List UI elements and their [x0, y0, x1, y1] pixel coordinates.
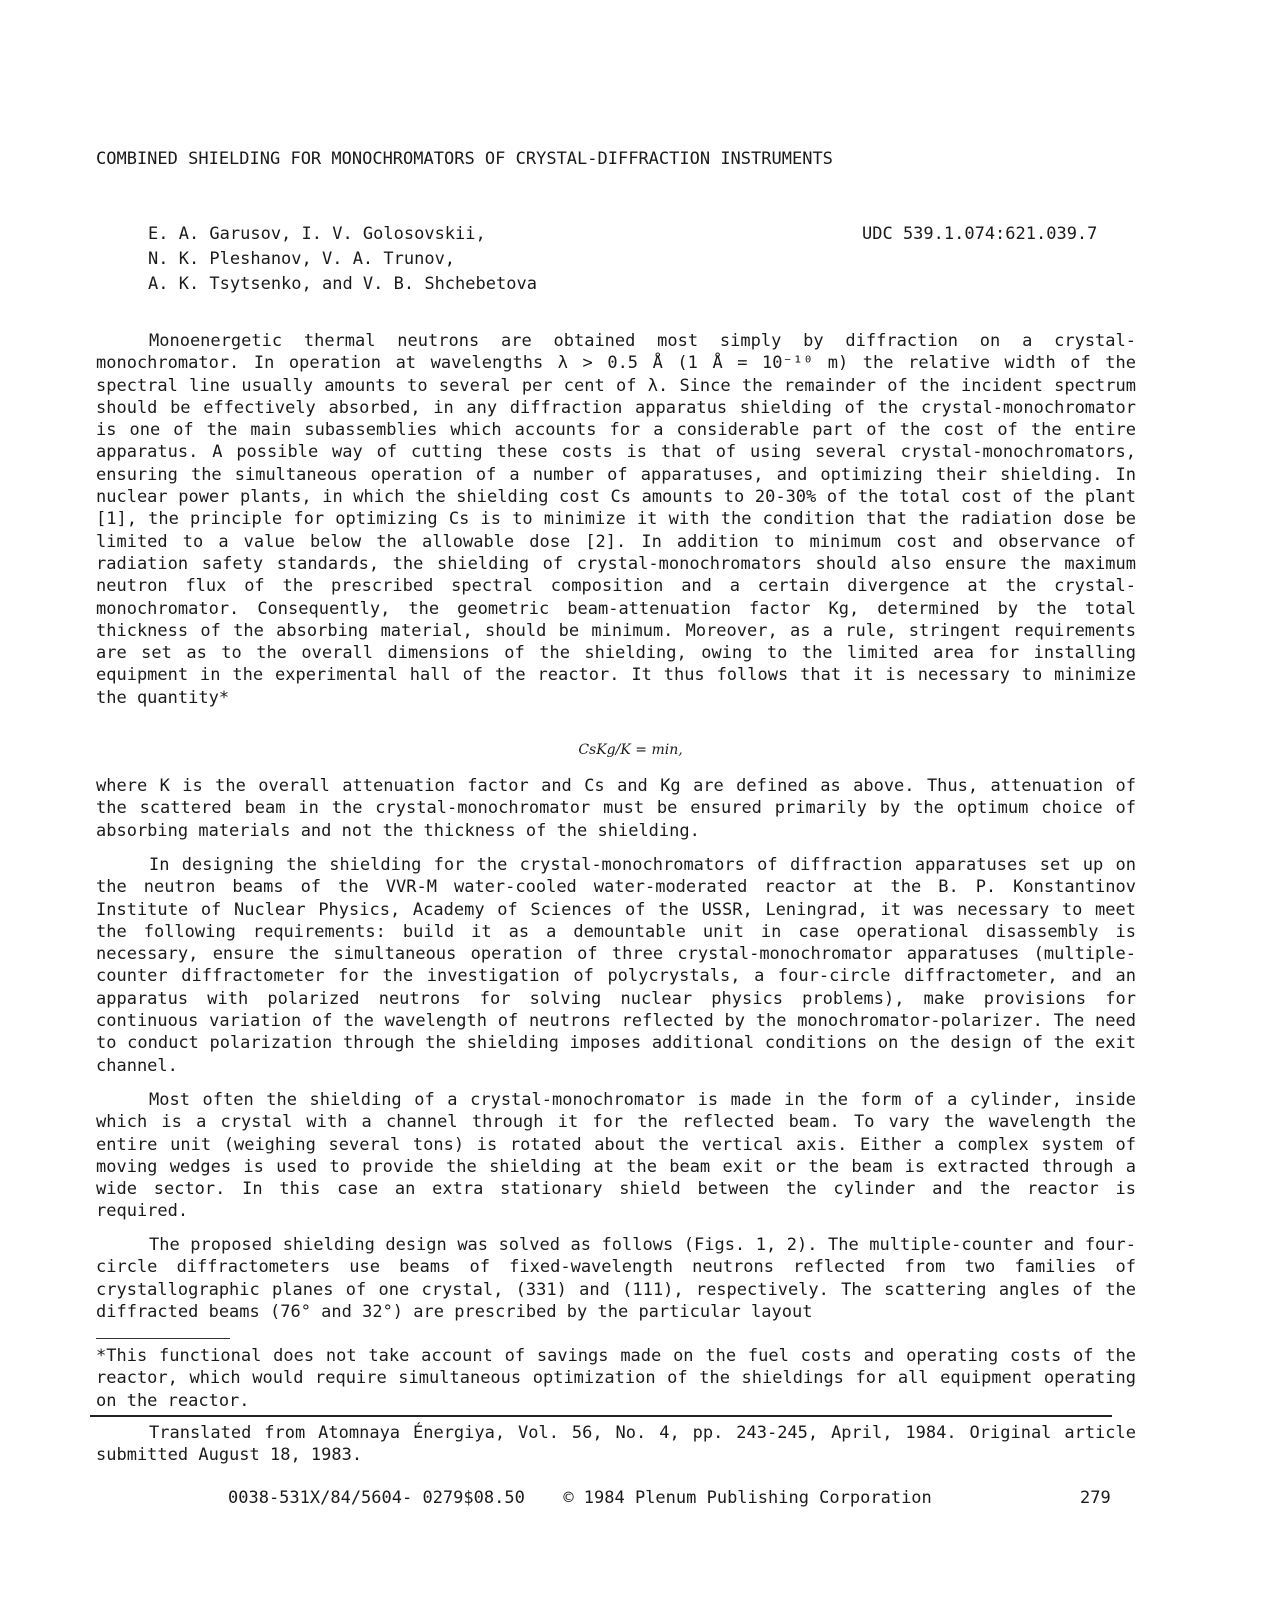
udc-code: UDC 539.1.074:621.039.7 — [862, 224, 1098, 244]
paragraph-text: In designing the shielding for the crystal-monochromators of diffraction apparatuses set up on the neutron beams of the VVR-M water-cooled water-moderated reactor at the B. P. Konstantinov Institute of Nuclear Physics, Academy of Sciences of the USSR, Leningrad, it was necessary to meet the following requirements: build it as a demountable unit in case operational disassembly is necessary, ensure the simultaneous operation of three crystal-monochromator apparatuses (multiple-counter diffractometer for the investigation of polycrystals, a four-circle diffractometer, and an apparatus with polarized neutrons for solving nuclear physics problems), make provisions for continuous variation of the wavelength of neutrons reflected by the monochromator-polarizer. The need to conduct polarization through the shielding imposes additional conditions on the design of the exit channel. — [96, 855, 1136, 1076]
translation-note-text: Translated from Atomnaya Énergiya, Vol. 56, No. 4, pp. 243-245, April, 1984. Original article submitted August 18, 1983. — [96, 1423, 1136, 1466]
formula: CsKg/K = min, — [578, 742, 683, 758]
paragraph-text: Most often the shielding of a crystal-monochromator is made in the form of a cylinder, inside which is a crystal with a channel through it for the reflected beam. To vary the wavelength the entire unit (weighing several tons) is rotated about the vertical axis. Either a complex system of moving wedges is used to provide the shielding at the beam exit or the beam is extracted through a wide sector. In this case an extra stationary shield between the cylinder and the reactor is required. — [96, 1090, 1136, 1222]
paragraph-text: Monoenergetic thermal neutrons are obtained most simply by diffraction on a crystal-monochromator. In operation at wavelengths λ > 0.5 Å (1 Å = 10⁻¹⁰ m) the relative width of the spectral line usually amounts to several per cent of λ. Since the remainder of the incident spectrum should be effectively absorbed, in any diffraction apparatus shielding of the crystal-monochromator is one of the main subassemblies which accounts for a considerable part of the cost of the entire apparatus. A possible way of cutting these costs is that of using several crystal-monochromators, ensuring the simultaneous operation of a number of apparatuses, and optimizing their shielding. In nuclear power plants, in which the shielding cost Cs amounts to 20-30% of the total cost of the plant [1], the principle for optimizing Cs is to minimize it with the condition that the radiation dose be limited to a value below the allowable dose [2]. In addition to minimum cost and observance of radiation safety standards, the shielding of crystal-monochromators should also ensure the maximum neutron flux of the prescribed spectral composition and a certain divergence at the crystal-monochromator. Consequently, the geometric beam-attenuation factor Kg, determined by the total thickness of the absorbing material, should be minimum. Moreover, as a rule, stringent requirements are set as to the overall dimensions of the shielding, owing to the limited area for installing equipment in the experimental hall of the reactor. It thus follows that it is necessary to minimize the quantity* — [96, 331, 1136, 708]
translation-note — [96, 1422, 1136, 1467]
copyright: © 1984 Plenum Publishing Corporation — [563, 1488, 932, 1508]
author-list — [148, 222, 537, 297]
paragraph-1 — [96, 330, 1136, 709]
article-title: COMBINED SHIELDING FOR MONOCHROMATORS OF CRYSTAL-DIFFRACTION INSTRUMENTS — [96, 149, 833, 169]
paragraph-2 — [96, 775, 1136, 842]
footnote-text: *This functional does not take account of savings made on the fuel costs and operating costs of the reactor, which would require simultaneous optimization of the shieldings for all equipment operating on the reactor. — [96, 1346, 1136, 1411]
article-code: 0038-531X/84/5604- 0279$08.50 — [228, 1488, 525, 1508]
publication-footer — [228, 1487, 1118, 1509]
author-line: A. K. Tsytsenko, and V. B. Shchebetova — [148, 274, 537, 294]
footnote-divider — [96, 1338, 230, 1339]
author-line: N. K. Pleshanov, V. A. Trunov, — [148, 249, 456, 269]
footer-divider — [90, 1415, 1112, 1417]
footnote — [96, 1345, 1136, 1412]
page-number: 279 — [1080, 1488, 1111, 1508]
author-line: E. A. Garusov, I. V. Golosovskii, — [148, 224, 486, 244]
paragraph-5 — [96, 1234, 1136, 1323]
paragraph-text: The proposed shielding design was solved as follows (Figs. 1, 2). The multiple-counter and four-circle diffractometers use beams of fixed-wavelength neutrons reflected from two families of crystallographic planes of one crystal, (331) and (111), respectively. The scattering angles of the diffracted beams (76° and 32°) are prescribed by the particular layout — [96, 1235, 1136, 1322]
paragraph-3 — [96, 854, 1136, 1077]
paragraph-text: where K is the overall attenuation factor and Cs and Kg are defined as above. Thus, attenuation of the scattered beam in the crystal-monochromator must be ensured primarily by the optimum choice of absorbing materials and not the thickness of the shielding. — [96, 776, 1136, 841]
paragraph-4 — [96, 1089, 1136, 1223]
